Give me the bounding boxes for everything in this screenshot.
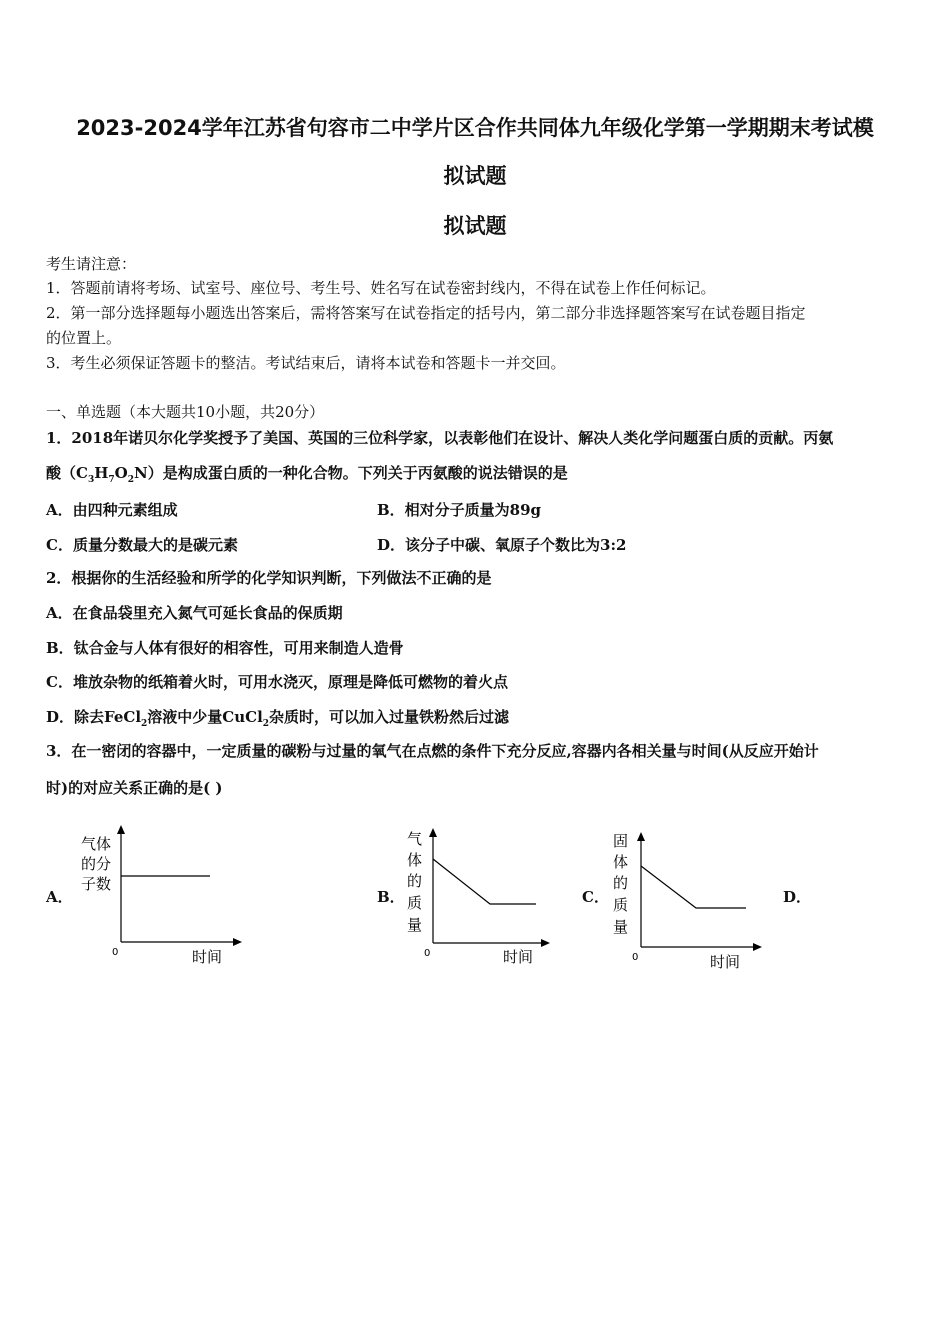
y-label-3: 的	[407, 872, 423, 890]
notice-item-1: 1．答题前请将考场、试室号、座位号、考生号、姓名写在试卷密封线内，不得在试卷上作任何标记。	[46, 279, 716, 297]
y-label-1: 固	[613, 832, 629, 850]
q3-graph-c	[608, 826, 773, 972]
q2-option-a: A．在食品袋里充入氮气可延长食品的保质期	[46, 604, 343, 622]
q3-stem-line2: 时)的对应关系正确的是( )	[46, 779, 223, 797]
x-label: 时间	[192, 948, 223, 965]
y-label-2: 体	[407, 851, 423, 869]
y-label-2: 体	[613, 853, 629, 871]
y-label-5: 量	[613, 918, 629, 936]
y-axis-arrow	[429, 828, 437, 837]
title-line-3: 拟试题	[443, 214, 507, 238]
q1-option-d: D．该分子中碳、氧原子个数比为3:2	[377, 536, 627, 554]
q1-option-c: C．质量分数最大的是碳元素	[46, 536, 238, 554]
x-axis-arrow	[233, 938, 242, 946]
y-label-3: 的	[613, 874, 629, 892]
y-label-3: 子数	[81, 875, 112, 893]
origin-label: 0	[424, 948, 431, 959]
notice-item-3: 3．考生必须保证答题卡的整洁。考试结束后，请将本试卷和答题卡一并交回。	[46, 354, 566, 372]
section-heading: 一、单选题（本大题共10小题，共20分）	[46, 403, 325, 421]
x-axis-arrow	[541, 939, 550, 947]
data-line	[641, 866, 746, 908]
title-line-1: 2023-2024学年江苏省句容市二中学片区合作共同体九年级化学第一学期期末考试模	[76, 116, 874, 140]
q2-stem: 2．根据你的生活经验和所学的化学知识判断，下列做法不正确的是	[46, 569, 492, 587]
y-label-5: 量	[407, 916, 423, 934]
title-line-2: 拟试题	[443, 164, 507, 188]
y-axis-arrow	[117, 825, 125, 834]
data-line	[433, 859, 536, 904]
origin-label: 0	[632, 952, 639, 963]
x-axis-arrow	[753, 943, 762, 951]
y-label-4: 质	[407, 894, 423, 912]
notice-item-2: 2．第一部分选择题每小题选出答案后，需将答案写在试卷指定的括号内，第二部分非选择题答案写在试卷题目指定	[46, 304, 806, 322]
q3-graph-a	[78, 825, 248, 965]
y-label-2: 的分	[81, 855, 112, 873]
x-label: 时间	[710, 953, 741, 971]
q1-option-a: A．由四种元素组成	[46, 501, 178, 519]
q2-option-d: D．除去FeCl$_2$溶液中少量CuCl$_2$杂质时，可以加入过量铁粉然后过滤	[46, 708, 510, 729]
x-label: 时间	[503, 948, 534, 966]
notice-heading: 考生请注意：	[46, 255, 137, 273]
notice-item-2-cont: 的位置上。	[46, 329, 122, 347]
q3-option-d-label: D．	[783, 888, 812, 906]
y-axis-arrow	[637, 832, 645, 841]
q1-stem-line2: 酸$(C_3H_7O_2N)$是构成蛋白质的一种化合物。下列关于丙氨酸的说法错误的是	[46, 464, 568, 485]
y-label-4: 质	[613, 896, 629, 914]
origin-label: 0	[112, 947, 119, 958]
q1-stem-line1: 1．2018年诺贝尔化学奖授予了美国、英国的三位科学家，以表彰他们在设计、解决人类化学问题蛋白质的贡献。丙氨	[46, 429, 834, 447]
q3-option-b-label: B．	[377, 888, 405, 906]
q2-option-b: B．钛合金与人体有很好的相容性，可用来制造人造骨	[46, 639, 404, 657]
y-label-1: 气体	[81, 835, 112, 853]
q3-stem-line1: 3．在一密闭的容器中，一定质量的碳粉与过量的氧气在点燃的条件下充分反应,容器内各相关量与时间(从反应开始计	[46, 742, 819, 760]
q3-graph-b	[402, 822, 562, 968]
y-label-1: 气	[407, 830, 423, 848]
q1-option-b: B．相对分子质量为89g	[377, 501, 542, 519]
q3-option-a-label: A．	[46, 888, 73, 906]
q3-option-c-label: C．	[582, 888, 609, 906]
q2-option-c: C．堆放杂物的纸箱着火时，可用水浇灭，原理是降低可燃物的着火点	[46, 673, 508, 691]
